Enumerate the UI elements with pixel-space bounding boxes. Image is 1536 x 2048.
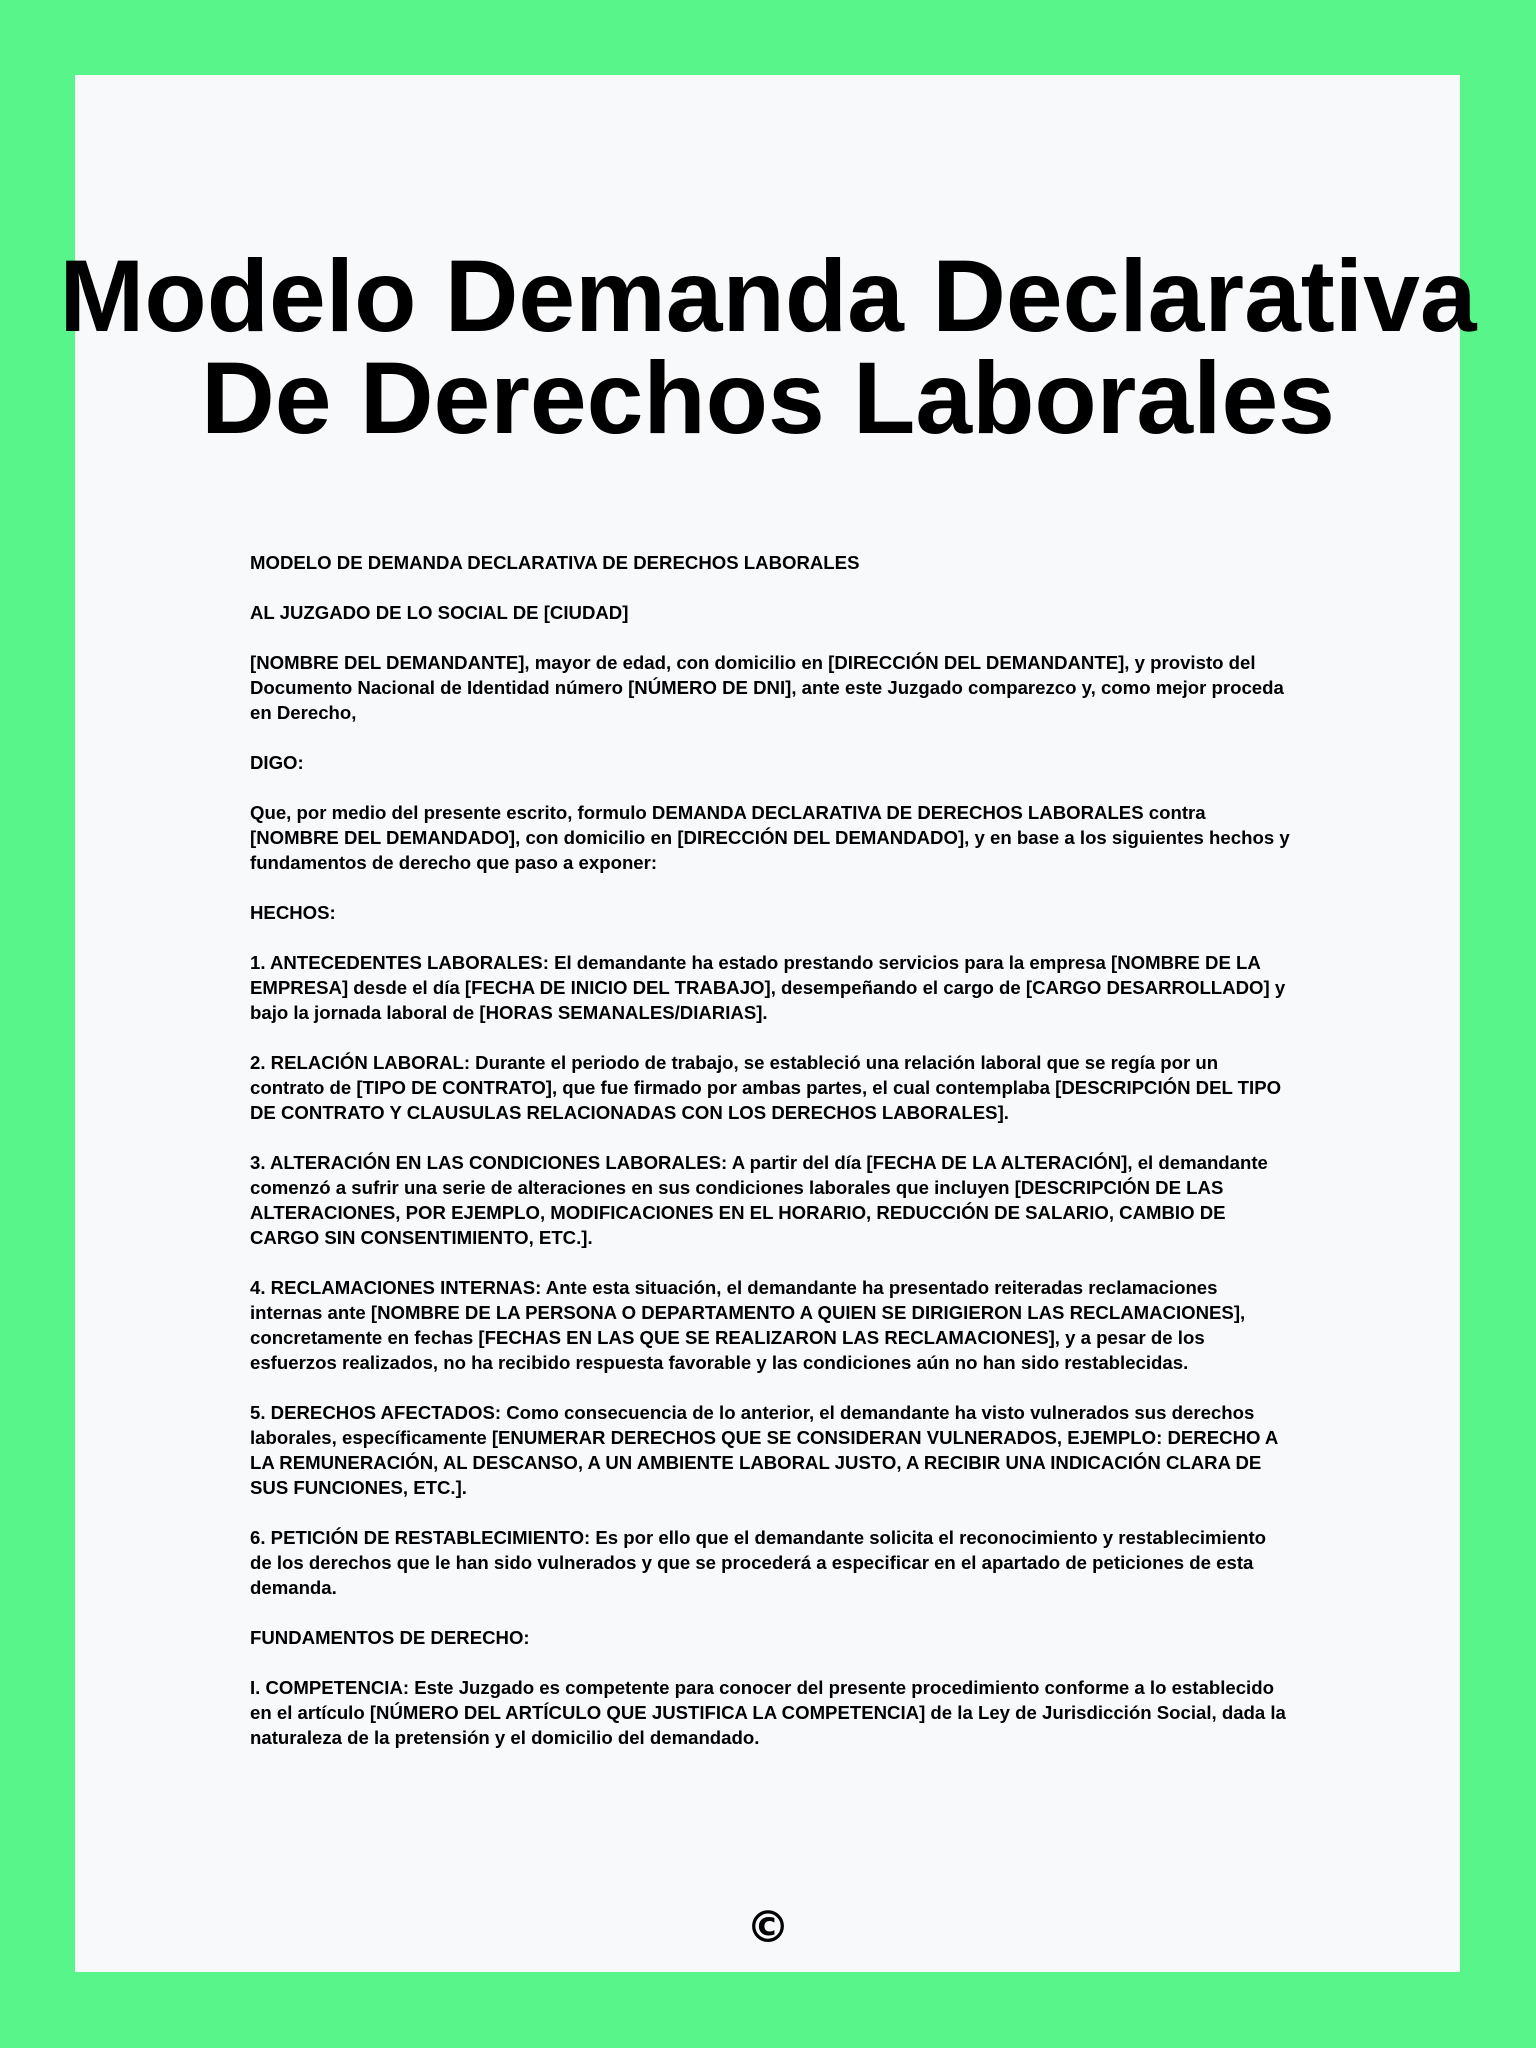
copyright-icon: ©	[746, 1902, 790, 1953]
doc-fact-6: 6. PETICIÓN DE RESTABLECIMIENTO: Es por ello que el demandante solicita el reconocimiento y restablecimiento de los derechos que le han sido vulnerados y que se procederá a especificar en el apartado de peticiones de esta demanda.	[250, 1527, 1266, 1598]
doc-fact-5: 5. DERECHOS AFECTADOS: Como consecuencia de lo anterior, el demandante ha visto vulnerados sus derechos laborales, específicamente [ENUMERAR DERECHOS QUE SE CONSIDERAN VULNERADOS, EJEMPLO: DERECHO A LA REMUNERACIÓN, AL DESCANSO, A UN AMBIENTE LABORAL JUSTO, A RECIBIR UNA INDICACIÓN CLARA DE SUS FUNCIONES, ETC.].	[250, 1402, 1278, 1498]
doc-fact-2: 2. RELACIÓN LABORAL: Durante el periodo de trabajo, se estableció una relación laboral que se regía por un contrato de [TIPO DE CONTRATO], que fue firmado por ambas partes, el cual contemplaba [DESCRIPCIÓN DEL TIPO DE CONTRATO Y CLAUSULAS RELACIONADAS CON LOS DERECHOS LABORALES].	[250, 1052, 1282, 1123]
doc-paragraph-demand: Que, por medio del presente escrito, formulo DEMANDA DECLARATIVA DE DERECHOS LABORALES contra [NOMBRE DEL DEMANDADO], con domicilio en [DIRECCIÓN DEL DEMANDADO], y en base a los siguientes hechos y fundamentos de derecho que paso a exponer:	[250, 802, 1290, 873]
doc-fact-1: 1. ANTECEDENTES LABORALES: El demandante ha estado prestando servicios para la empresa [NOMBRE DE LA EMPRESA] desde el día [FECHA DE INICIO DEL TRABAJO], desempeñando el cargo de [CARGO DESARROLLADO] y bajo la jornada laboral de [HORAS SEMANALES/DIARIAS].	[250, 952, 1286, 1023]
doc-section-fundamentos: FUNDAMENTOS DE DERECHO:	[250, 1627, 530, 1648]
doc-heading: MODELO DE DEMANDA DECLARATIVA DE DERECHOS LABORALES	[250, 552, 860, 573]
doc-section-digo: DIGO:	[250, 752, 304, 773]
doc-fact-4: 4. RECLAMACIONES INTERNAS: Ante esta situación, el demandante ha presentado reiteradas reclamaciones internas ante [NOMBRE DE LA PERSONA O DEPARTAMENTO A QUIEN SE DIRIGIERON LAS RECLAMACIONES], concretamente en fechas [FECHAS EN LAS QUE SE REALIZARON LAS RECLAMACIONES], y a pesar de los esfuerzos realizados, no ha recibido respuesta favorable y las condiciones aún no han sido restablecidas.	[250, 1277, 1246, 1373]
doc-section-hechos: HECHOS:	[250, 902, 336, 923]
doc-fundamento-1: I. COMPETENCIA: Este Juzgado es competente para conocer del presente procedimiento conforme a lo establecido en el artículo [NÚMERO DEL ARTÍCULO QUE JUSTIFICA LA COMPETENCIA] de la Ley de Jurisdicción Social, dada la naturaleza de la pretensión y el domicilio del demandado.	[250, 1677, 1286, 1748]
doc-paragraph-identification: [NOMBRE DEL DEMANDANTE], mayor de edad, con domicilio en [DIRECCIÓN DEL DEMANDANTE], y provisto del Documento Nacional de Identidad número [NÚMERO DE DNI], ante este Juzgado comparezco y, como mejor proceda en Derecho,	[250, 652, 1284, 723]
page-title-line-2: De Derechos Laborales	[201, 341, 1335, 455]
document-body	[250, 550, 1290, 1775]
page-title-line-1: Modelo Demanda Declarativa	[59, 239, 1477, 353]
page-title	[0, 239, 1536, 455]
doc-addressee: AL JUZGADO DE LO SOCIAL DE [CIUDAD]	[250, 602, 629, 623]
doc-fact-3: 3. ALTERACIÓN EN LAS CONDICIONES LABORALES: A partir del día [FECHA DE LA ALTERACIÓN], el demandante comenzó a sufrir una serie de alteraciones en sus condiciones laborales que incluyen [DESCRIPCIÓN DE LAS ALTERACIONES, POR EJEMPLO, MODIFICACIONES EN EL HORARIO, REDUCCIÓN DE SALARIO, CAMBIO DE CARGO SIN CONSENTIMIENTO, ETC.].	[250, 1152, 1268, 1248]
